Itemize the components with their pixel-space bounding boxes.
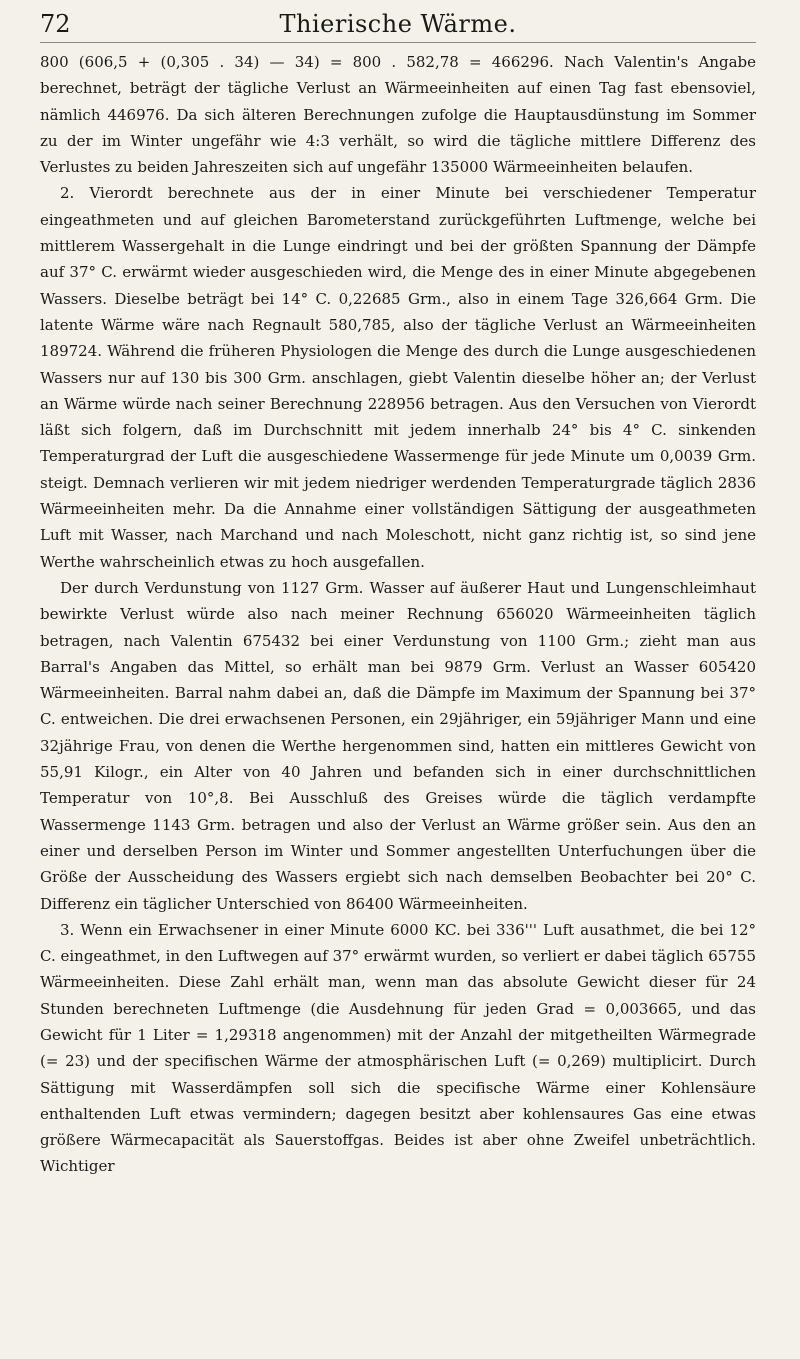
page-header bbox=[40, 8, 756, 43]
paragraph-verdunstung: Der durch Verdunstung von 1127 Grm. Wasser auf äußerer Haut und Lungenschleimhaut bewirkte Verlust würde also nach meiner Rechnung 656020 Wärmeeinheiten täglich betragen, nach Valentin 675432 bei einer Verdunstung von 1100 Grm.; zieht man aus Barral's Angaben das Mittel, so erhält man bei 9879 Grm. Verlust an Wasser 605420 Wärmeeinheiten. Barral nahm dabei an, daß die Dämpfe im Maximum der Spannung bei 37° C. entweichen. Die drei erwachsenen Personen, ein 29jähriger, ein 59jähriger Mann und eine 32jährige Frau, von denen die Werthe hergenommen sind, hatten ein mittleres Gewicht von 55,91 Kilogr., ein Alter von 40 Jahren und befanden sich in einer durchschnittlichen Temperatur von 10°,8. Bei Ausschluß des Greises würde die täglich verdampfte Wassermenge 1143 Grm. betragen und also der Verlust an Wärme größer sein. Aus den an einer und derselben Person im Winter und Sommer angestellten Unterfuchungen über die Größe der Ausscheidung des Wassers ergiebt sich nach demselben Beobachter bei 20° C. Differenz ein täglicher Unterschied von 86400 Wärmeeinheiten. bbox=[40, 578, 756, 913]
page-body bbox=[40, 49, 756, 1180]
paragraph-vierordt: 2. Vierordt berechnete aus der in einer Minute bei verschiedener Temperatur eingeathmeten und auf gleichen Barometerstand zurückgeführten Luftmenge, welche bei mittlerem Wassergehalt in die Lunge eindringt und bei der größten Spannung der Dämpfe auf 37° C. erwärmt wieder ausgeschieden wird, die Menge des in einer Minute abgegebenen Wassers. Dieselbe beträgt bei 14° C. 0,22685 Grm., also in einem Tage 326,664 Grm. Die latente Wärme wäre nach Regnault 580,785, also der tägliche Verlust an Wärmeeinheiten 189724. Während die früheren Physiologen die Menge des durch die Lunge ausgeschiedenen Wassers nur auf 130 bis 300 Grm. anschlagen, giebt Valentin dieselbe höher an; der Verlust an Wärme würde nach seiner Berechnung 228956 betragen. Aus den Versuchen von Vierordt läßt sich folgern, daß im Durchschnitt mit jedem innerhalb 24° bis 4° C. sinkenden Temperaturgrad der Luft die ausgeschiedene Wassermenge für jede Minute um 0,0039 Grm. steigt. Demnach verlieren wir mit jedem niedriger werdenden Temperaturgrade täglich 2836 Wärmeeinheiten mehr. Da die Annahme einer vollständigen Sättigung der ausgeathmeten Luft mit Wasser, nach Marchand und nach Moleschott, nicht ganz richtig ist, so sind jene Werthe wahrscheinlich etwas zu hoch ausgefallen. bbox=[40, 184, 756, 571]
running-title: Thierische Wärme. bbox=[279, 10, 517, 38]
paragraph-ausathmung: 3. Wenn ein Erwachsener in einer Minute 6000 KC. bei 336''' Luft ausathmet, die bei 12° C. eingeathmet, in den Luftwegen auf 37° erwärmt wurden, so verliert er dabei täglich 65755 Wärmeeinheiten. Diese Zahl erhält man, wenn man das absolute Gewicht dieser für 24 Stunden berechneten Luftmenge (die Ausdehnung für jeden Grad = 0,003665, und das Gewicht für 1 Liter = 1,29318 angenommen) mit der Anzahl der mitgetheilten Wärmegrade (= 23) und der specifischen Wärme der atmosphärischen Luft (= 0,269) multiplicirt. Durch Sättigung mit Wasserdämpfen soll sich die specifische Wärme einer Kohlensäure enthaltenden Luft etwas vermindern; dagegen besitzt aber kohlensaures Gas eine etwas größere Wärmecapacität als Sauerstoffgas. Beides ist aber ohne Zweifel unbeträchtlich. Wichtiger bbox=[40, 920, 756, 1176]
page-number: 72 bbox=[40, 10, 71, 38]
paragraph-continuation: 800 (606,5 + (0,305 . 34) — 34) = 800 . 582,78 = 466296. Nach Valentin's Angabe berechnet, beträgt der tägliche Verlust an Wärmeeinheiten auf einen Tag fast ebensoviel, nämlich 446976. Da sich älteren Berechnungen zufolge die Hauptausdünstung im Sommer zu der im Winter ungefähr wie 4:3 verhält, so wird die tägliche mittlere Differenz des Verlustes zu beiden Jahreszeiten sich auf ungefähr 135000 Wärmeeinheiten belaufen. bbox=[40, 53, 756, 177]
